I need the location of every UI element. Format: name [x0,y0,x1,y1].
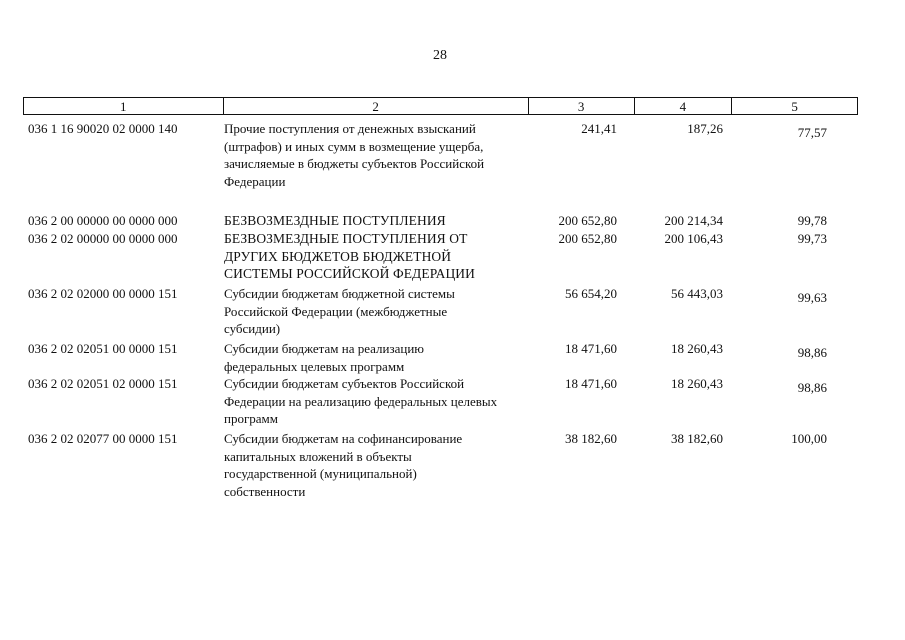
row-name: Прочие поступления от денежных взысканий (штрафов) и иных сумм в возмещение ущерба, зачисляемые в бюджеты субъектов Российской Федерации [224,121,485,189]
row-value-5: 100,00 [791,431,827,446]
row-code: 036 2 00 00000 00 0000 000 [28,213,178,228]
row-value-4: 200 106,43 [664,231,723,246]
row-value-3: 200 652,80 [558,213,617,228]
row-value-3: 38 182,60 [565,431,617,446]
row-value-5: 99,73 [797,231,827,246]
row-value-4: 56 443,03 [671,286,723,301]
row-value-4: 18 260,43 [671,341,723,356]
row-value-5: 99,78 [797,213,827,228]
header-col-4: 4 [635,98,733,114]
row-value-5: 77,57 [797,125,827,140]
row-value-5: 98,86 [797,345,827,360]
row-value-4: 38 182,60 [671,431,723,446]
row-code: 036 2 02 02000 00 0000 151 [28,286,178,301]
table-header-row [23,97,858,115]
row-value-3: 200 652,80 [558,231,617,246]
row-value-3: 241,41 [581,121,617,136]
row-value-4: 18 260,43 [671,376,723,391]
row-value-4: 200 214,34 [664,213,723,228]
row-code: 036 2 02 02051 02 0000 151 [28,376,178,391]
row-value-5: 98,86 [797,380,827,395]
row-value-4: 187,26 [687,121,723,136]
row-name: Субсидии бюджетам субъектов Российской Федерации на реализацию федеральных целевых программ [224,376,498,426]
row-name: Субсидии бюджетам на реализацию федеральных целевых программ [224,341,425,374]
row-value-5: 99,63 [797,290,827,305]
row-name: БЕЗВОЗМЕЗДНЫЕ ПОСТУПЛЕНИЯ ОТ ДРУГИХ БЮДЖЕТОВ БЮДЖЕТНОЙ СИСТЕМЫ РОССИЙСКОЙ ФЕДЕРАЦИИ [224,231,475,281]
row-value-3: 56 654,20 [565,286,617,301]
row-code: 036 1 16 90020 02 0000 140 [28,121,178,136]
header-col-1: 1 [24,98,224,114]
header-col-3: 3 [529,98,635,114]
row-code: 036 2 02 02051 00 0000 151 [28,341,178,356]
header-col-2: 2 [224,98,529,114]
row-value-3: 18 471,60 [565,341,617,356]
row-code: 036 2 02 02077 00 0000 151 [28,431,178,446]
page-number: 28 [433,48,447,63]
row-code: 036 2 02 00000 00 0000 000 [28,231,178,246]
header-col-5: 5 [791,99,798,114]
row-name: Субсидии бюджетам бюджетной системы Российской Федерации (межбюджетные субсидии) [224,286,455,336]
row-value-3: 18 471,60 [565,376,617,391]
row-name: Субсидии бюджетам на софинансирование капитальных вложений в объекты государственной (муниципальной) собственности [224,431,463,499]
row-name: БЕЗВОЗМЕЗДНЫЕ ПОСТУПЛЕНИЯ [224,213,446,228]
